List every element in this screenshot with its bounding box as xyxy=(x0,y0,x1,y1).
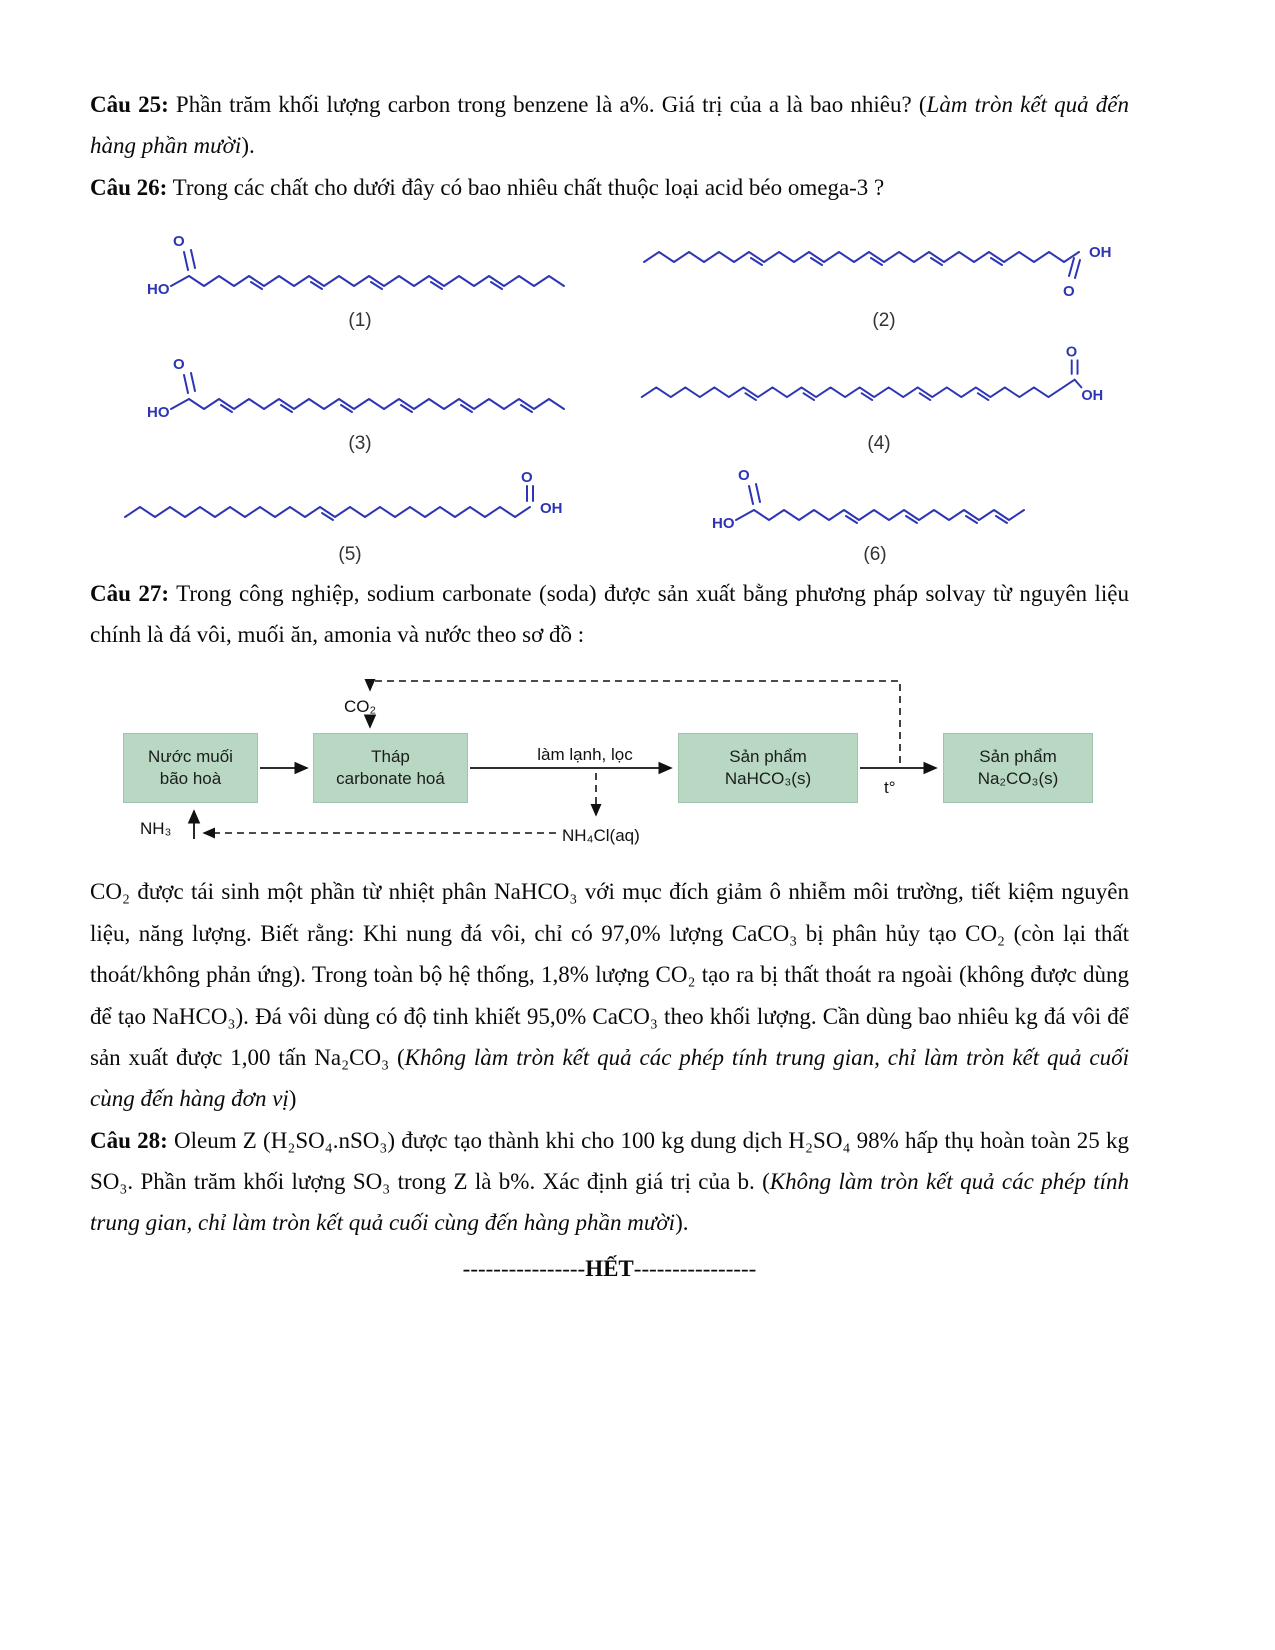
q26-label: Câu 26: xyxy=(90,174,168,200)
box-text-line: Na₂CO₃(s) xyxy=(977,769,1059,789)
carbonyl-oxygen-label: O xyxy=(738,466,750,484)
box-text-line: Sản phẩm xyxy=(729,747,807,767)
box-text-line: Tháp xyxy=(371,747,410,767)
cooling-filtering-label: làm lạnh, lọc xyxy=(537,745,633,765)
q26-text: Trong các chất cho dưới đây có bao nhiêu chất thuộc loại acid béo omega-3 ? xyxy=(167,174,885,200)
box-carbonation-tower xyxy=(313,733,468,803)
structure-label: (5) xyxy=(338,543,362,565)
question-27 xyxy=(90,573,1129,656)
carboxyl-bonds xyxy=(1069,258,1080,278)
question-25 xyxy=(90,84,1129,167)
nh3-label: NH₃ xyxy=(140,819,172,839)
q27-body-text: CO₂ được tái sinh một phần từ nhiệt phân NaHCO₃ với mục đích giảm ô nhiễm môi trường, tiết kiệm nguyên liệu, năng lượng. Biết rằng: Khi nung đá vôi, chỉ có 97,0% lượng CaCO₃ bị phân hủy tạo CO₂ (còn lại thất thoát/không phản ứng). Trong toàn bộ hệ thống, 1,8% lượng CO₂ tạo ra bị thất thoát ra ngoài (không được dùng để tạo NaHCO₃). Đá vôi dùng có độ tinh khiết 95,0% CaCO₃ theo khối lượng. Cần dùng bao nhiêu kg đá vôi để sản xuất được 1,00 tấn Na₂CO₃ ( xyxy=(90,879,1129,1070)
box-text-line: carbonate hoá xyxy=(336,769,445,789)
question-28 xyxy=(90,1120,1129,1244)
q25-text: Phần trăm khối lượng carbon trong benzene là a%. Giá trị của a là bao nhiêu? ( xyxy=(168,92,927,117)
hydroxyl-label: HO xyxy=(147,281,170,299)
question-26 xyxy=(90,167,1129,208)
end-marker xyxy=(90,1248,1129,1289)
hydroxyl-label: OH xyxy=(1081,387,1104,404)
box-text-line: NaHCO₃(s) xyxy=(724,769,812,789)
fatty-acid-structures xyxy=(90,220,1129,566)
carboxyl-bonds xyxy=(1072,360,1082,387)
carbonyl-oxygen-label: O xyxy=(1063,283,1075,301)
carbonyl-oxygen-label: O xyxy=(1065,344,1078,361)
q28-text-end: ). xyxy=(675,1210,689,1236)
q27-body-end: ) xyxy=(288,1086,297,1112)
box-text-line: Sản phẩm xyxy=(979,747,1057,767)
carbon-chain xyxy=(754,510,1024,520)
structure-1-skeletal-formula xyxy=(145,230,575,308)
carbon-chain xyxy=(189,399,564,409)
structure-label: (6) xyxy=(863,543,887,565)
structure-4 xyxy=(629,339,1129,456)
box-text-line: bão hoà xyxy=(159,769,222,789)
carbon-chain xyxy=(644,252,1079,262)
carboxyl-bonds xyxy=(527,486,533,501)
carboxyl-bonds xyxy=(171,373,195,409)
box-saturated-brine xyxy=(123,733,258,803)
end-dashes-right: ---------------- xyxy=(633,1255,757,1281)
q25-label: Câu 25: xyxy=(90,92,169,117)
carboxyl-bonds xyxy=(171,250,195,286)
end-label: HẾT xyxy=(585,1255,634,1281)
end-dashes-left: ---------------- xyxy=(462,1255,586,1281)
structures-row-2 xyxy=(90,339,1129,456)
structure-3-skeletal-formula xyxy=(145,353,575,431)
q27-italic-note: Không làm tròn kết quả các phép tính trung gian, chỉ làm tròn kết quả cuối cùng đến hàng đơn vị xyxy=(90,1044,1129,1112)
solvay-process-diagram xyxy=(118,663,1128,863)
q25-text-end: ). xyxy=(241,133,255,159)
structure-label: (3) xyxy=(348,432,372,454)
q28-italic-note: Không làm tròn kết quả các phép tính trung gian, chỉ làm tròn kết quả cuối cùng đến hàng phần mười xyxy=(90,1169,1129,1236)
structure-4-skeletal-formula xyxy=(629,339,1129,431)
q28-label: Câu 28: xyxy=(90,1127,168,1153)
q25-italic-note: Làm tròn kết quả đến hàng phần mười xyxy=(90,92,1130,159)
heat-label: t° xyxy=(884,778,896,798)
box-product-nahco3 xyxy=(678,733,858,803)
structure-2-skeletal-formula xyxy=(639,220,1129,308)
hydroxyl-label: HO xyxy=(147,403,170,421)
structures-row-3 xyxy=(90,462,1129,567)
carboxyl-bonds xyxy=(736,484,760,520)
structure-label: (2) xyxy=(872,310,896,332)
question-27-body xyxy=(90,871,1129,1119)
box-product-na2co3 xyxy=(943,733,1093,803)
structure-label: (1) xyxy=(348,310,372,332)
nh4cl-label: NH₄Cl(aq) xyxy=(562,826,640,846)
hydroxyl-label: HO xyxy=(712,514,735,532)
q27-label: Câu 27: xyxy=(90,580,170,606)
carbonyl-oxygen-label: O xyxy=(521,468,533,486)
q28-text: Oleum Z (H₂SO₄.nSO₃) được tạo thành khi cho 100 kg dung dịch H₂SO₄ 98% hấp thụ hoàn toàn 25 kg SO₃. Phần trăm khối lượng SO₃ trong Z là b%. Xác định giá trị của b. ( xyxy=(90,1127,1130,1195)
structure-6-skeletal-formula xyxy=(710,464,1040,542)
box-text-line: Nước muối xyxy=(148,747,233,767)
carbonyl-oxygen-label: O xyxy=(173,355,185,373)
hydroxyl-label: OH xyxy=(1089,244,1112,262)
hydroxyl-label: OH xyxy=(540,499,563,517)
structures-row-1 xyxy=(90,220,1129,333)
co2-label: CO₂ xyxy=(344,697,377,717)
structure-label: (4) xyxy=(867,432,891,454)
structure-5 xyxy=(120,462,580,567)
structure-3 xyxy=(145,353,575,456)
structure-5-skeletal-formula xyxy=(120,462,580,542)
structure-2 xyxy=(639,220,1129,333)
q27-text: Trong công nghiệp, sodium carbonate (soda) được sản xuất bằng phương pháp solvay từ nguyên liệu chính là đá vôi, muối ăn, amonia và nước theo sơ đồ : xyxy=(90,580,1129,647)
structure-1 xyxy=(145,230,575,333)
structure-6 xyxy=(710,464,1040,567)
carbon-chain xyxy=(642,380,1075,397)
carbonyl-oxygen-label: O xyxy=(173,233,185,251)
